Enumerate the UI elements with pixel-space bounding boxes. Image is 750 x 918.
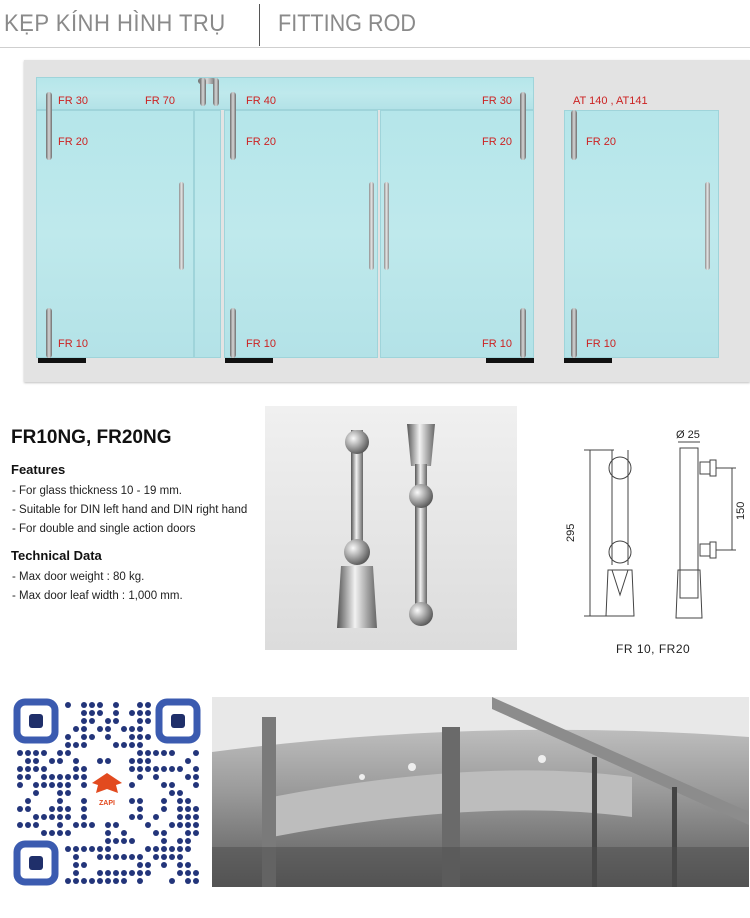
label-fr30-left: FR 30 — [58, 95, 88, 107]
dimension-diameter: Ø 25 — [676, 429, 700, 441]
label-fr20: FR 20 — [586, 136, 616, 148]
fitting-rod-bottom — [571, 308, 577, 358]
header-title-vn: KẸP KÍNH HÌNH TRỤ — [4, 10, 226, 37]
glass-transom — [36, 77, 534, 110]
floor-spring — [225, 358, 273, 363]
floor-spring — [564, 358, 612, 363]
door-handle — [705, 182, 710, 270]
technical-drawing-icon — [560, 420, 750, 660]
feature-item: - Suitable for DIN left hand and DIN right hand — [12, 504, 248, 516]
fitting-rod-top — [46, 92, 52, 160]
glass-door-left — [194, 110, 221, 358]
fitting-rod-top — [571, 110, 577, 160]
label-fr70: FR 70 — [145, 95, 175, 107]
floor-spring — [486, 358, 534, 363]
header-divider — [259, 4, 260, 46]
features-heading: Features — [11, 462, 66, 477]
tech-item: - Max door leaf width : 1,000 mm. — [12, 590, 183, 602]
qr-code[interactable] — [12, 697, 202, 887]
feature-item: - For glass thickness 10 - 19 mm. — [12, 485, 182, 497]
feature-item: - For double and single action doors — [12, 523, 196, 535]
label-fr10: FR 10 — [58, 338, 88, 350]
label-fr20: FR 20 — [58, 136, 88, 148]
door-handle — [384, 182, 389, 270]
label-fr20: FR 20 — [246, 136, 276, 148]
qr-logo-text: ZAPI — [99, 800, 115, 807]
tech-item: - Max door weight : 80 kg. — [12, 571, 145, 583]
door-handle — [179, 182, 184, 270]
tech-data-heading: Technical Data — [11, 548, 102, 563]
installation-photo — [212, 697, 749, 887]
fitting-rod-bottom — [46, 308, 52, 358]
fitting-rod-bottom — [230, 308, 236, 358]
floor-spring — [38, 358, 86, 363]
mall-railing-photo-icon — [212, 697, 749, 887]
label-fr20: FR 20 — [482, 136, 512, 148]
header-underline — [0, 47, 750, 48]
label-fr10: FR 10 — [586, 338, 616, 350]
fitting-rod-top — [230, 92, 236, 160]
dimension-spacing: 150 — [735, 501, 747, 520]
fitting-rod-bottom — [520, 308, 526, 358]
product-photo — [265, 406, 517, 650]
fitting-rod-photo-icon — [265, 406, 517, 650]
door-diagram — [24, 60, 750, 382]
dimension-height: 295 — [565, 523, 577, 542]
product-title: FR10NG, FR20NG — [11, 427, 172, 448]
label-fr30-right: FR 30 — [482, 95, 512, 107]
qr-code-icon — [12, 697, 202, 887]
door-handle — [369, 182, 374, 270]
fitting-rod-transom — [200, 78, 206, 106]
label-fr10: FR 10 — [246, 338, 276, 350]
label-fr10: FR 10 — [482, 338, 512, 350]
drawing-caption: FR 10, FR20 — [616, 642, 691, 656]
header-title-en: FITTING ROD — [278, 10, 416, 37]
fitting-rod-top — [520, 92, 526, 160]
fitting-rod-transom — [213, 78, 219, 106]
technical-drawing — [560, 420, 750, 660]
label-at140-at141: AT 140 , AT141 — [573, 95, 648, 107]
label-fr40: FR 40 — [246, 95, 276, 107]
